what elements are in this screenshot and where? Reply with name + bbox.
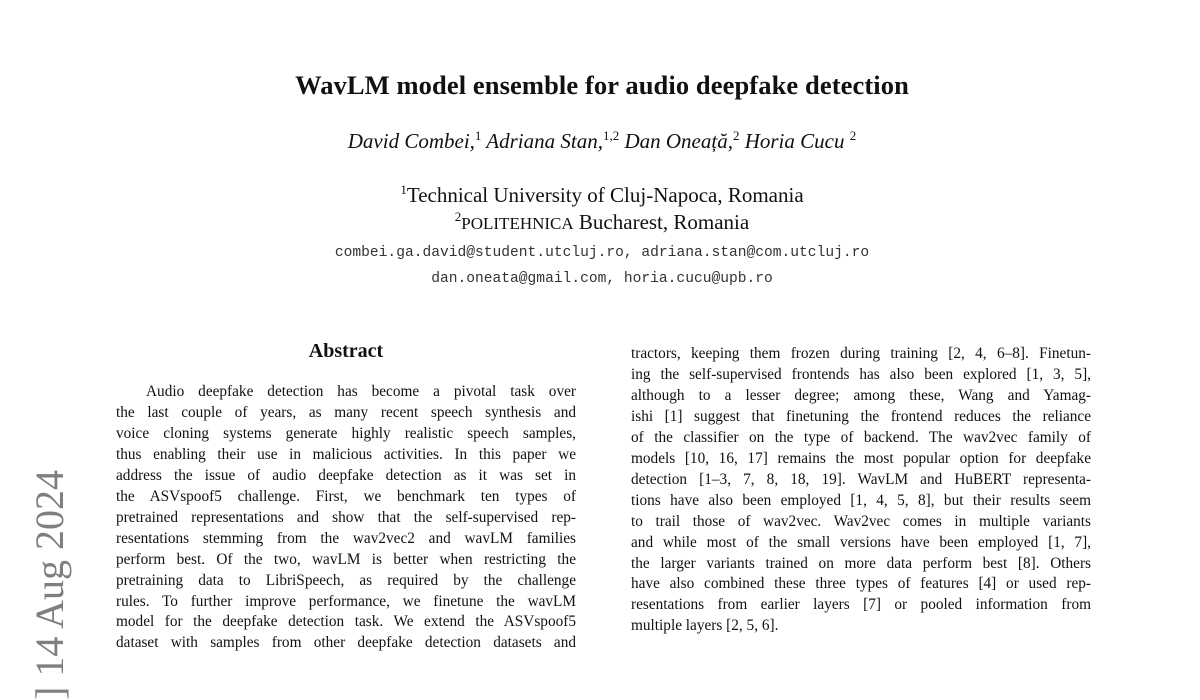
- text-line: pretrained representations and show that the self-supervised rep-: [116, 508, 576, 526]
- author-name: Horia Cucu: [744, 129, 845, 153]
- text-line: models [10, 16, 17] remains the most popular option for deepfake: [631, 449, 1091, 467]
- text-line: the last couple of years, as many recent speech synthesis and: [116, 403, 576, 421]
- abstract-body: [116, 382, 576, 654]
- text-line: voice cloning systems generate highly realistic speech samples,: [116, 424, 576, 442]
- email-line: combei.ga.david@student.utcluj.ro, adriana.stan@com.utcluj.ro: [334, 245, 870, 261]
- text-line: of the classifier on the type of backend. The wav2vec family of: [631, 428, 1091, 446]
- arxiv-side-stamp: ] 14 Aug 2024: [27, 470, 72, 700]
- text-line: rules. To further improve performance, we finetune the wavLM: [116, 592, 576, 610]
- text-line: dataset with samples from other deepfake detection datasets and: [116, 634, 576, 652]
- text-line: resentations from earlier layers [7] or pooled information from: [631, 596, 1091, 614]
- text-line: the ASVspoof5 challenge. First, we benchmark ten types of: [116, 487, 576, 505]
- text-line: to trail those of wav2vec. Wav2vec comes in multiple variants: [631, 512, 1091, 530]
- text-line: ing the self-supervised frontends has also been explored [1, 3, 5],: [631, 365, 1091, 383]
- paper-title: WavLM model ensemble for audio deepfake detection: [295, 70, 909, 100]
- affiliation-text: Technical University of Cluj-Napoca, Romania: [406, 183, 804, 207]
- text-line: address the issue of audio deepfake detection as it was set in: [116, 466, 576, 484]
- text-line: the larger variants trained on more data perform best [8]. Others: [631, 554, 1091, 572]
- text-line: although to a lesser degree; among these, Wang and Yamag-: [631, 386, 1091, 404]
- affiliation-2: [0, 210, 1200, 235]
- affiliation-text: Bucharest, Romania: [573, 210, 750, 234]
- text-line: have also combined these three types of features [4] or used rep-: [631, 575, 1091, 593]
- author-name: David Combei,: [347, 129, 475, 153]
- email-line: dan.oneata@gmail.com, horia.cucu@upb.ro: [431, 271, 773, 287]
- affiliation-marker: 2: [454, 209, 462, 224]
- text-line: tractors, keeping them frozen during training [2, 4, 6–8]. Finetun-: [631, 345, 1091, 362]
- author-affiliation-marker: 2: [849, 128, 857, 143]
- affiliation-smallcaps: POLITEHNICA: [461, 214, 574, 233]
- abstract-heading: Abstract: [308, 340, 384, 362]
- text-line: and while most of the small versions have been employed [1, 7],: [631, 533, 1091, 551]
- text-line: resentations stemming from the wav2vec2 and wavLM families: [116, 529, 576, 547]
- text-line: multiple layers [2, 5, 6].: [631, 617, 779, 635]
- text-line: Audio deepfake detection has become a pivotal task over: [146, 383, 576, 400]
- author-affiliation-marker: 2: [732, 128, 740, 143]
- author-affiliation-marker: 1,2: [602, 128, 620, 143]
- author-list: [0, 129, 1200, 154]
- author-name: Adriana Stan,: [486, 129, 603, 153]
- text-line: ishi [1] suggest that finetuning the frontend reduces the reliance: [631, 407, 1091, 425]
- text-line: model for the deepfake detection task. We extend the ASVspoof5: [116, 613, 576, 631]
- text-line: tions have also been employed [1, 4, 5, 8], but their results seem: [631, 491, 1091, 509]
- author-name: Dan Oneață,: [624, 129, 733, 153]
- affiliation-1: [0, 183, 1200, 208]
- text-line: thus enabling their use in malicious activities. In this paper we: [116, 445, 576, 463]
- text-line: pretraining data to LibriSpeech, as required by the challenge: [116, 571, 576, 589]
- text-line: detection [1–3, 7, 8, 18, 19]. WavLM and HuBERT representa-: [631, 470, 1091, 488]
- author-affiliation-marker: 1: [474, 128, 482, 143]
- affiliation-marker: 1: [400, 182, 407, 197]
- text-line: perform best. Of the two, wavLM is better when restricting the: [116, 550, 576, 568]
- right-column-body: [631, 344, 1091, 637]
